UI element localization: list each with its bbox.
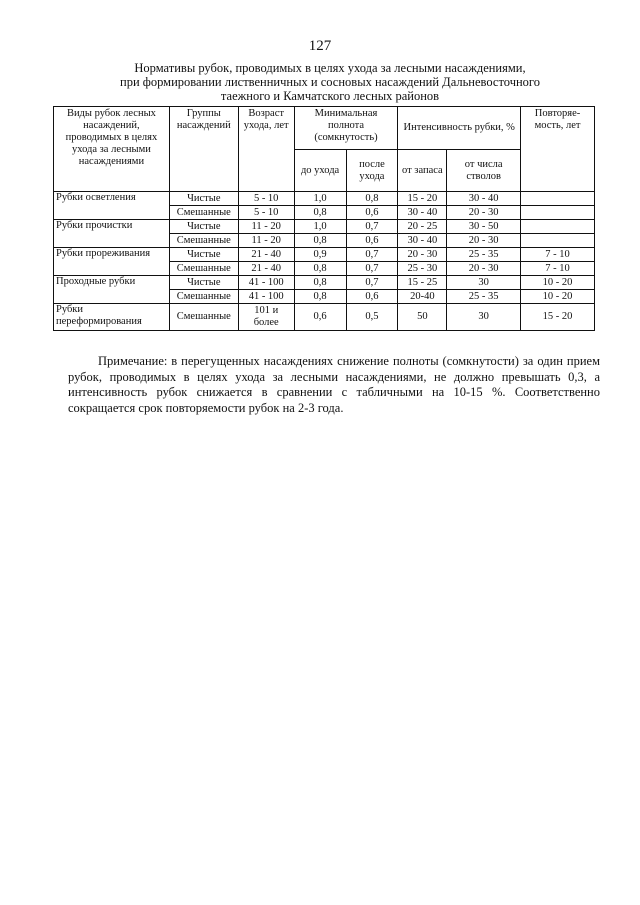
intensity-trunks-cell: 20 - 30	[447, 234, 521, 248]
group-cell: Смешанные	[169, 206, 238, 220]
table-row	[54, 304, 595, 331]
age-cell: 5 - 10	[238, 192, 294, 206]
table-row	[54, 276, 595, 290]
density-before-cell: 1,0	[294, 220, 346, 234]
group-cell: Чистые	[169, 276, 238, 290]
density-after-cell: 0,6	[346, 234, 398, 248]
table-title	[80, 61, 580, 103]
header-density-after: после ухода	[346, 150, 398, 192]
intensity-stock-cell: 20 - 30	[398, 248, 447, 262]
cut-type-cell: Проходные рубки	[54, 276, 170, 304]
density-after-cell: 0,7	[346, 220, 398, 234]
title-line: Нормативы рубок, проводимых в целях ухода за лесными насаждениями,	[134, 61, 526, 75]
intensity-trunks-cell: 25 - 35	[447, 248, 521, 262]
density-after-cell: 0,7	[346, 276, 398, 290]
group-cell: Смешанные	[169, 290, 238, 304]
header-density-before: до ухода	[294, 150, 346, 192]
table-row	[54, 248, 595, 262]
intensity-stock-cell: 25 - 30	[398, 262, 447, 276]
intensity-trunks-cell: 20 - 30	[447, 262, 521, 276]
intensity-stock-cell: 30 - 40	[398, 206, 447, 220]
cut-type-cell: Рубки переформирования	[54, 304, 170, 331]
intensity-stock-cell: 15 - 20	[398, 192, 447, 206]
header-intensity-trunks: от числа стволов	[447, 150, 521, 192]
density-before-cell: 0,8	[294, 290, 346, 304]
age-cell: 41 - 100	[238, 290, 294, 304]
repeat-cell: 7 - 10	[521, 248, 595, 262]
density-after-cell: 0,7	[346, 248, 398, 262]
repeat-cell: 10 - 20	[521, 276, 595, 290]
header-cut-type: Виды рубок лесных насаждений, проводимых в целях ухода за лесными насаждениями	[54, 107, 170, 192]
intensity-stock-cell: 50	[398, 304, 447, 331]
age-cell: 21 - 40	[238, 248, 294, 262]
density-before-cell: 0,8	[294, 234, 346, 248]
group-cell: Чистые	[169, 220, 238, 234]
header-intensity-stock: от запаса	[398, 150, 447, 192]
intensity-trunks-cell: 25 - 35	[447, 290, 521, 304]
age-cell: 21 - 40	[238, 262, 294, 276]
repeat-cell: 7 - 10	[521, 262, 595, 276]
density-before-cell: 0,8	[294, 276, 346, 290]
norms-table	[53, 106, 595, 331]
age-cell: 11 - 20	[238, 220, 294, 234]
intensity-trunks-cell: 30	[447, 276, 521, 290]
table-note	[68, 354, 600, 416]
density-after-cell: 0,8	[346, 192, 398, 206]
repeat-cell	[521, 234, 595, 248]
intensity-stock-cell: 20-40	[398, 290, 447, 304]
age-cell: 41 - 100	[238, 276, 294, 290]
density-after-cell: 0,6	[346, 290, 398, 304]
title-line: таежного и Камчатского лесных районов	[220, 89, 440, 103]
age-cell: 11 - 20	[238, 234, 294, 248]
repeat-cell	[521, 192, 595, 206]
density-before-cell: 0,8	[294, 262, 346, 276]
table-row	[54, 192, 595, 206]
intensity-trunks-cell: 20 - 30	[447, 206, 521, 220]
intensity-stock-cell: 20 - 25	[398, 220, 447, 234]
density-before-cell: 0,8	[294, 206, 346, 220]
intensity-trunks-cell: 30	[447, 304, 521, 331]
intensity-stock-cell: 15 - 25	[398, 276, 447, 290]
note-text: Примечание: в перегущенных насаждениях снижение полноты (сомкнутости) за один прием рубок, проводимых в целях ухода за лесными насаждениями, не должно превышать 0,3, а интенсивность рубок снижается в сравнении с табличными на 10-15 %. Соответственно сокращается срок повторяемости рубок на 2-3 года.	[68, 354, 600, 415]
group-cell: Чистые	[169, 192, 238, 206]
header-min-density: Минимальная полнота (сомкнутость)	[294, 107, 398, 150]
title-line: при формировании лиственничных и сосновых насаждений Дальневосточного	[120, 75, 540, 89]
density-before-cell: 1,0	[294, 192, 346, 206]
header-intensity: Интенсивность рубки, %	[398, 107, 521, 150]
repeat-cell: 15 - 20	[521, 304, 595, 331]
group-cell: Чистые	[169, 248, 238, 262]
repeat-cell	[521, 206, 595, 220]
density-after-cell: 0,6	[346, 206, 398, 220]
page-number: 127	[308, 38, 332, 54]
density-after-cell: 0,7	[346, 262, 398, 276]
group-cell: Смешанные	[169, 304, 238, 331]
density-after-cell: 0,5	[346, 304, 398, 331]
header-row	[54, 107, 595, 150]
intensity-trunks-cell: 30 - 50	[447, 220, 521, 234]
repeat-cell	[521, 220, 595, 234]
age-cell: 101 и более	[238, 304, 294, 331]
density-before-cell: 0,6	[294, 304, 346, 331]
cut-type-cell: Рубки осветления	[54, 192, 170, 220]
density-before-cell: 0,9	[294, 248, 346, 262]
group-cell: Смешанные	[169, 262, 238, 276]
intensity-trunks-cell: 30 - 40	[447, 192, 521, 206]
header-age: Возраст ухода, лет	[238, 107, 294, 192]
intensity-stock-cell: 30 - 40	[398, 234, 447, 248]
cut-type-cell: Рубки прореживания	[54, 248, 170, 276]
group-cell: Смешанные	[169, 234, 238, 248]
header-repeat: Повторяе-мость, лет	[521, 107, 595, 192]
header-stand-group: Группы насаждений	[169, 107, 238, 192]
table-row	[54, 220, 595, 234]
age-cell: 5 - 10	[238, 206, 294, 220]
repeat-cell: 10 - 20	[521, 290, 595, 304]
cut-type-cell: Рубки прочистки	[54, 220, 170, 248]
